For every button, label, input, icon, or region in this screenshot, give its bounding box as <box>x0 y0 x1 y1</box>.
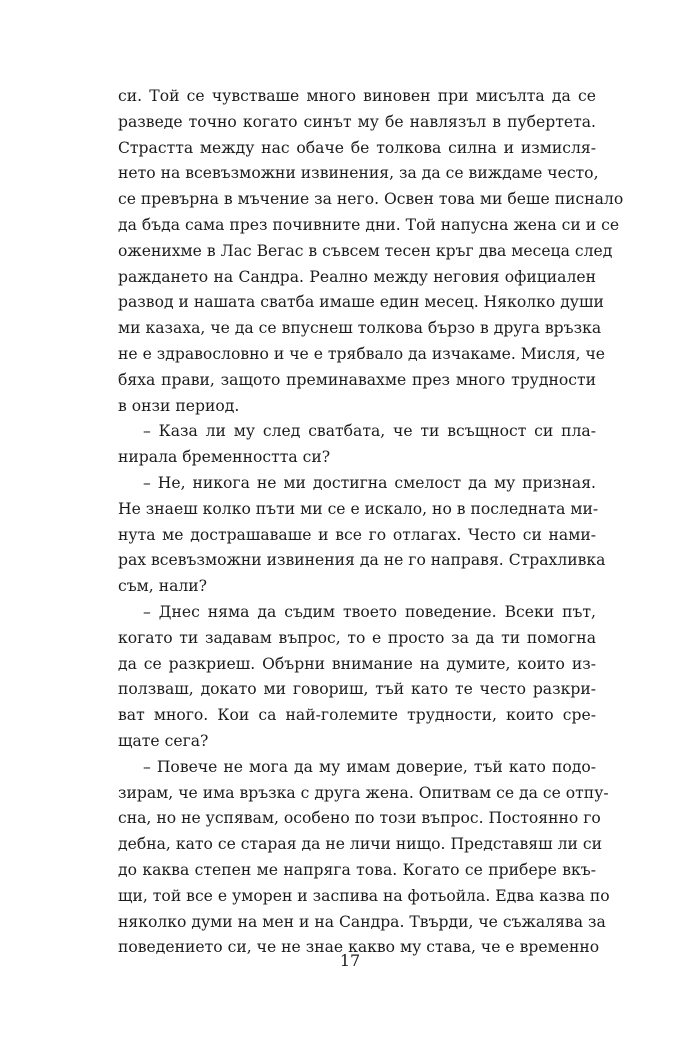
text-line: – Не, никога не ми достигна смелост да му призная. <box>143 473 596 492</box>
text-line: рах всевъзможни извинения да не го направя. Страхливка <box>118 551 606 570</box>
text-line: ват много. Кои са най-големите трудности, които сре- <box>118 706 596 725</box>
text-line: нирала бременността си? <box>118 448 331 467</box>
text-line: – Каза ли му след сватбата, че ти всъщност си пла- <box>143 422 596 441</box>
text-line: ми казаха, че да се впуснеш толкова бързо в друга връзка <box>118 319 602 338</box>
text-line: в онзи период. <box>118 396 240 415</box>
text-line: дебна, като се старая да не личи нищо. Представяш ли си <box>118 835 602 854</box>
text-line: не е здравословно и че е трябвало да изчакаме. Мисля, че <box>118 344 606 363</box>
text-line: до каква степен ме напряга това. Когато се прибере вкъ- <box>118 860 596 879</box>
page-number: 17 <box>339 951 361 970</box>
text-line: си. Той се чувстваше много виновен при мисълта да се <box>118 87 596 105</box>
text-line: нута ме дострашаваше и все го отлагах. Често си нами- <box>118 525 596 544</box>
text-line: няколко думи на мен и на Сандра. Твърди, че съжалява за <box>118 912 606 931</box>
text-line: когато ти задавам въпрос, то е просто за да ти помогна <box>118 628 596 647</box>
text-line: щате сега? <box>118 731 209 750</box>
text-line: съм, нали? <box>118 577 208 596</box>
text-line: развод и нашата сватба имаше един месец. Няколко души <box>118 293 604 312</box>
text-line: Не знаеш колко пъти ми се е искало, но в последната ми- <box>118 499 599 518</box>
text-line: да се разкриеш. Обърни внимание на думите, които из- <box>118 654 596 673</box>
text-line: ползваш, докато ми говориш, тъй като те често разкри- <box>118 680 596 699</box>
text-line: щи, той все е уморен и заспива на фотьойла. Едва казва по <box>118 886 610 905</box>
text-line: – Днес няма да съдим твоето поведение. Всеки път, <box>143 602 596 621</box>
text-line: да бъда сама през почивните дни. Той напусна жена си и се <box>118 215 620 234</box>
text-line: зирам, че има връзка с друга жена. Опитвам се да се отпу- <box>118 783 609 802</box>
text-line: се превърна в мъчение за него. Освен това ми беше писнало <box>118 190 624 209</box>
text-line: раждането на Сандра. Реално между неговия официален <box>118 267 596 286</box>
text-line: Страстта между нас обаче бе толкова силна и измисля- <box>118 138 596 157</box>
text-line: поведението си, че не знае какво му става, че е временно <box>118 938 600 957</box>
text-line: – Повече не мога да му имам доверие, тъй като подо- <box>143 757 596 776</box>
text-line: сна, но не успявам, особено по този въпрос. Постоянно го <box>118 809 601 828</box>
text-line: разведе точно когато синът му бе навлязъл в пубертета. <box>118 112 596 131</box>
text-line: бяха прави, защото преминавахме през много трудности <box>118 370 596 389</box>
text-line: нето на всевъзможни извинения, за да се виждаме често, <box>118 164 599 183</box>
body-text <box>118 84 624 961</box>
text-line: оженихме в Лас Вегас в съвсем тесен кръг два месеца след <box>118 241 613 260</box>
